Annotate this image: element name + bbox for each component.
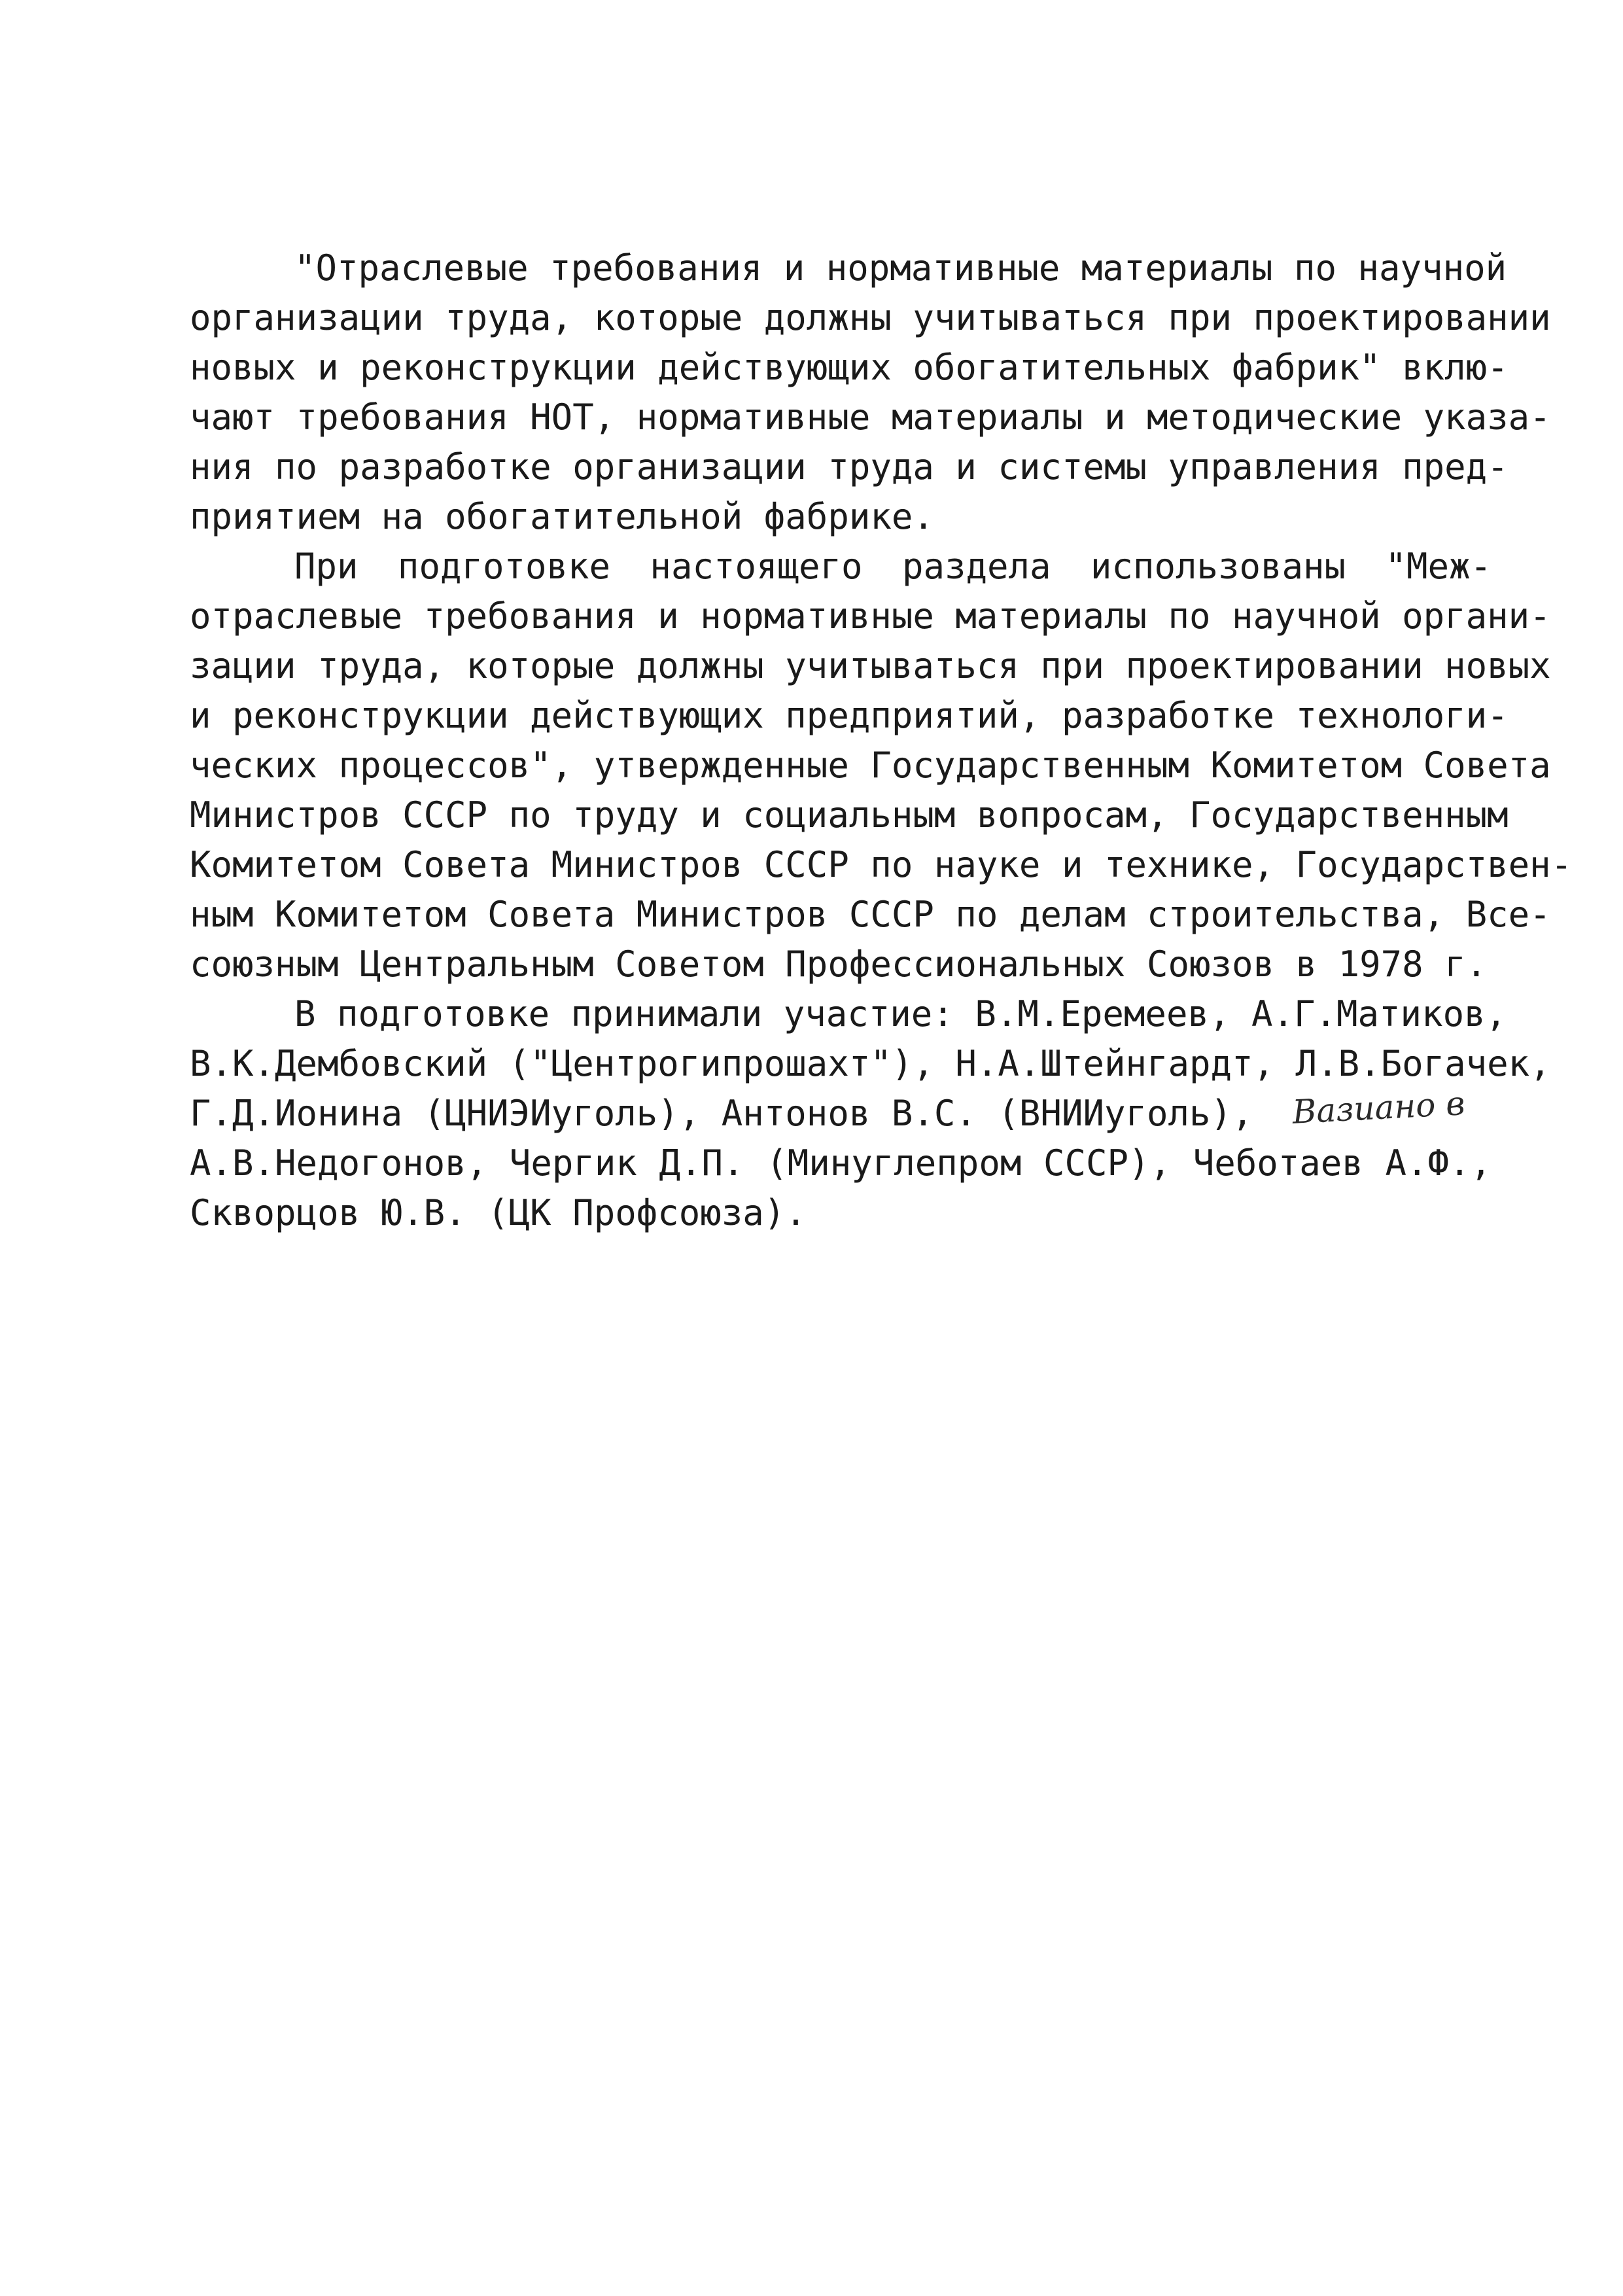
document-body [190, 243, 1573, 1238]
paragraph-3 [190, 989, 1551, 1238]
text-line: организации труда, которые должны учитываться при проектировании [190, 297, 1551, 338]
handwritten-note: Вазиано в [1291, 1084, 1466, 1131]
text-line: Министров СССР по труду и социальным вопросам, Государственным [190, 794, 1509, 836]
text-line: А.В.Недогонов, Чергик Д.П. (Минуглепром СССР), Чеботаев А.Ф., [190, 1142, 1492, 1184]
text-line: союзным Центральным Советом Профессиональных Союзов в 1978 г. [190, 944, 1488, 985]
text-line: Комитетом Совета Министров СССР по науке и технике, Государствен- [190, 844, 1573, 885]
text-line: приятием на обогатительной фабрике. [190, 496, 934, 537]
paragraph-2 [190, 542, 1573, 989]
text-line: В.К.Дембовский ("Центрогипрошахт"), Н.А.Штейнгардт, Л.В.Богачек, [190, 1043, 1551, 1084]
text-line: и реконструкции действующих предприятий, разработке технологи- [190, 695, 1509, 736]
text-line: При подготовке настоящего раздела использованы "Меж- [294, 546, 1492, 587]
text-line-with-note [190, 1084, 1492, 1139]
text-line: В подготовке принимали участие: В.М.Еремеев, А.Г.Матиков, [294, 993, 1507, 1034]
text-line: зации труда, которые должны учитываться при проектировании новых [190, 645, 1551, 686]
text-line: ния по разработке организации труда и системы управления пред- [190, 446, 1509, 487]
text-line: "Отраслевые требования и нормативные материалы по научной [294, 247, 1507, 289]
text-line-content: Г.Д.Ионина (ЦНИЭИуголь), Антонов В.С. (ВНИИуголь), [190, 1093, 1253, 1134]
paragraph-1 [190, 243, 1551, 542]
text-line: ческих процессов", утвержденные Государственным Комитетом Совета [190, 745, 1551, 786]
text-line: отраслевые требования и нормативные материалы по научной органи- [190, 595, 1551, 637]
text-line: новых и реконструкции действующих обогатительных фабрик" вклю- [190, 347, 1509, 388]
text-line: чают требования НОТ, нормативные материалы и методические указа- [190, 397, 1551, 438]
text-line: Скворцов Ю.В. (ЦК Профсоюза). [190, 1192, 807, 1233]
text-line: ным Комитетом Совета Министров СССР по делам строительства, Все- [190, 894, 1551, 935]
